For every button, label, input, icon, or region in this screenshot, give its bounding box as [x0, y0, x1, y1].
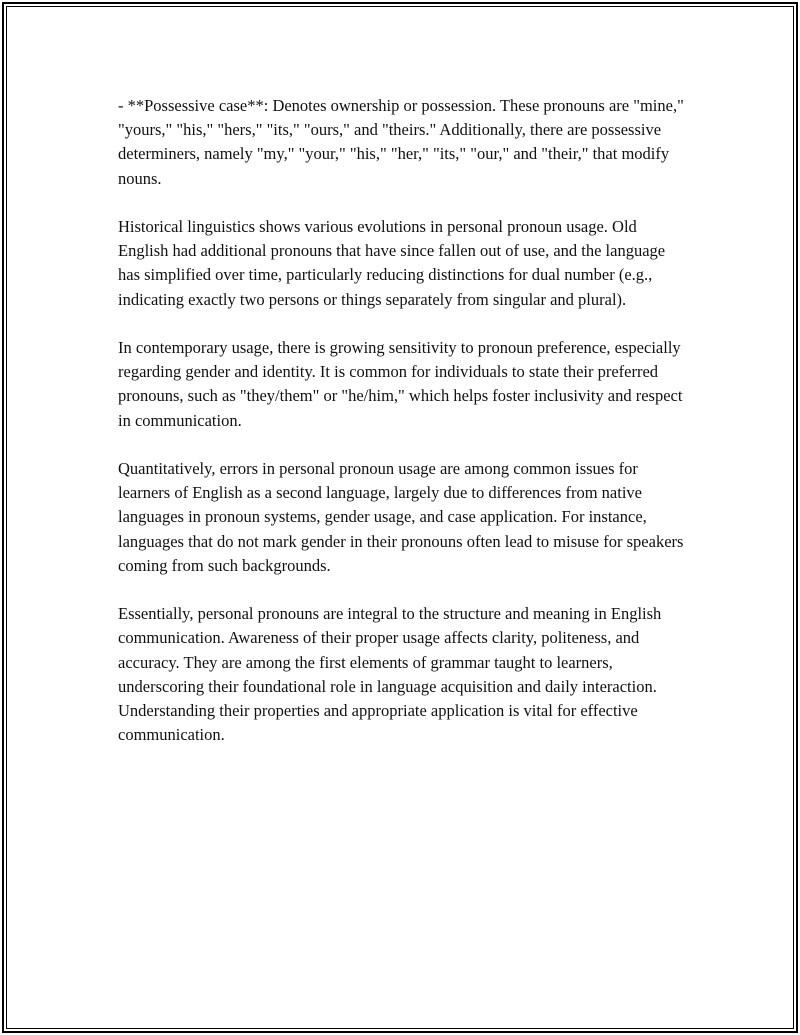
- document-body: [118, 94, 684, 772]
- paragraph-learner-errors: Quantitatively, errors in personal pronoun usage are among common issues for learners of English as a second language, largely due to differences from native languages in pronoun systems, gender usage, and case application. For instance, languages that do not mark gender in their pronouns often lead to misuse for speakers coming from such backgrounds.: [118, 459, 684, 575]
- paragraph-contemporary-usage: In contemporary usage, there is growing sensitivity to pronoun preference, especially regarding gender and identity. It is common for individuals to state their preferred pronouns, such as "they/them" or "he/him," which helps foster inclusivity and respect in communication.: [118, 338, 683, 430]
- paragraph-historical-linguistics: Historical linguistics shows various evolutions in personal pronoun usage. Old English had additional pronouns that have since fallen out of use, and the language has simplified over time, particularly reducing distinctions for dual number (e.g., indicating exactly two persons or things separately from singular and plural).: [118, 217, 666, 309]
- paragraph-conclusion: Essentially, personal pronouns are integral to the structure and meaning in English communication. Awareness of their proper usage affects clarity, politeness, and accuracy. They are among the first elements of grammar taught to learners, underscoring their foundational role in language acquisition and daily interaction. Understanding their properties and appropriate application is vital for effective communication.: [118, 604, 662, 745]
- paragraph-possessive-case: - **Possessive case**: Denotes ownership or possession. These pronouns are "mine," "yours," "his," "hers," "its," "ours," and "theirs." Additionally, there are possessive determiners, namely "my," "your," "his," "her," "its," "our," and "their," that modify nouns.: [118, 96, 684, 188]
